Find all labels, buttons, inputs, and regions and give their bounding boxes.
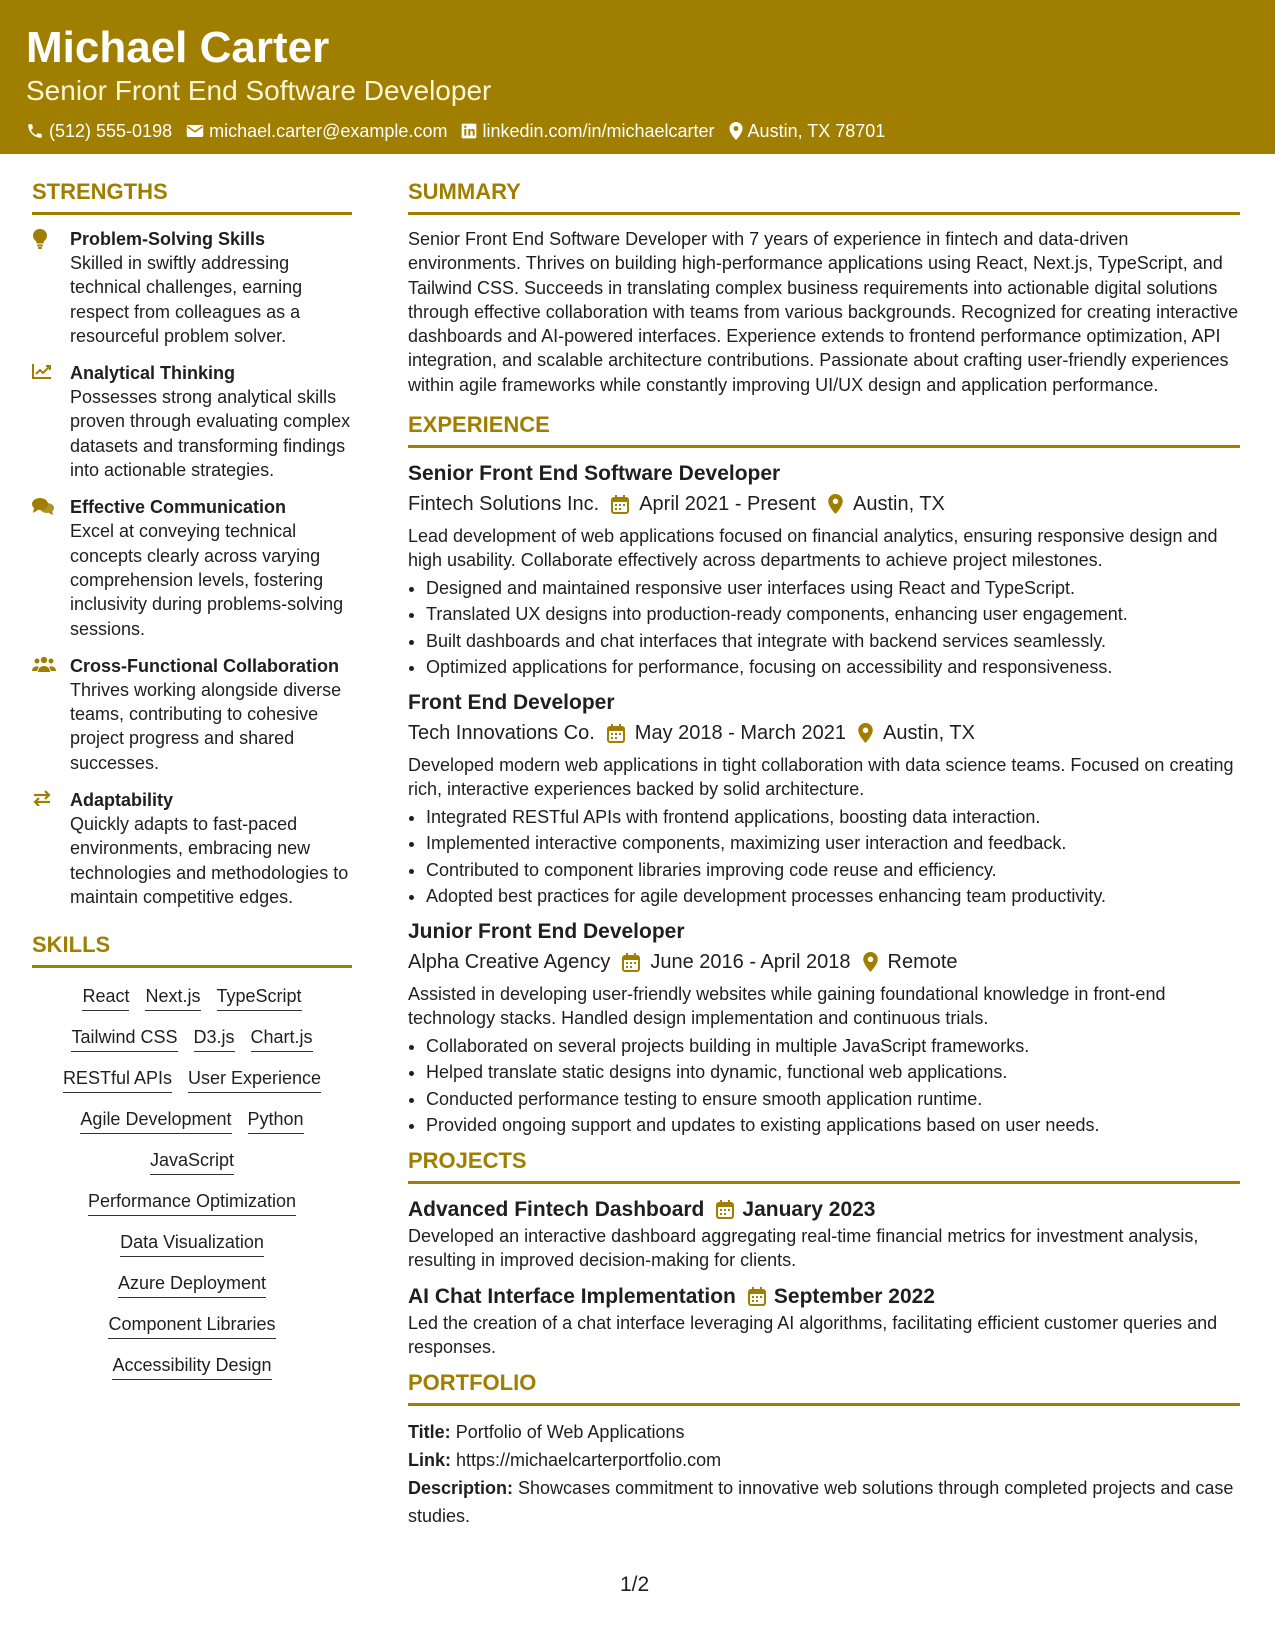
skill-tag: Next.js <box>145 984 200 1011</box>
job-title: Front End Developer <box>408 691 615 715</box>
job-title: Junior Front End Developer <box>408 920 685 944</box>
strength-desc: Possesses strong analytical skills proven through evaluating complex datasets and transforming findings into actionable strategies. <box>70 387 351 481</box>
strength-desc: Quickly adapts to fast-paced environments, embracing new technologies and methodologies to maintain competitive edges. <box>70 814 349 907</box>
strength-item <box>32 361 352 482</box>
job-bullets <box>408 575 1240 681</box>
job-description: Assisted in developing user-friendly websites while gaining foundational knowledge in front-end technology stacks. Handled design implementation and continuous trials. <box>408 984 1166 1029</box>
job-bullet: • Built dashboards and chat interfaces that integrate with backend services seamlessly. <box>426 628 1240 655</box>
skill-tag: Component Libraries <box>108 1312 275 1339</box>
project-title: Advanced Fintech Dashboard <box>408 1197 705 1221</box>
skills-list <box>32 980 352 1390</box>
envelope-icon <box>186 123 204 139</box>
portfolio-desc-line <box>408 1474 1240 1530</box>
arrows-exchange-icon <box>32 790 52 806</box>
job-entry <box>408 460 1240 681</box>
job-bullet: • Integrated RESTful APIs with frontend applications, boosting data interaction. <box>426 804 1240 831</box>
job-dates: June 2016 - April 2018 <box>650 951 851 974</box>
job-entry <box>408 918 1240 1139</box>
chat-bubbles-icon <box>32 497 54 515</box>
candidate-name: Michael Carter <box>26 23 330 72</box>
strength-title: Cross-Functional Collaboration <box>70 655 340 676</box>
skill-tag: D3.js <box>194 1025 235 1052</box>
skill-tag: Data Visualization <box>120 1230 264 1257</box>
portfolio-desc-value: Showcases commitment to innovative web solutions through completed projects and case studies. <box>408 1478 1234 1527</box>
summary-text: Senior Front End Software Developer with 7 years of experience in fintech and data-driven environments. Thrives on building high-performance applications using React, Next.js, TypeScript, and Tailwind CSS. Succeeds in translating complex business requirements into actionable digital solutions through effective collaboration with teams from various backgrounds. Recognized for creating interactive dashboards and AI-powered interfaces. Experience extends to frontend performance optimization, API integration, and scalable architecture contributions. Passionate about crafting user-friendly experiences within agile frameworks while constantly improving UI/UX design and application performance. <box>408 229 1239 395</box>
page-number: 1/2 <box>620 1573 650 1596</box>
portfolio-title-line <box>408 1418 1240 1446</box>
left-column <box>32 178 352 1390</box>
strength-desc: Skilled in swiftly addressing technical challenges, earning respect from colleagues as a resourceful problem solver. <box>70 253 303 346</box>
skill-tag: Chart.js <box>251 1025 313 1052</box>
skills-heading: SKILLS <box>32 931 352 968</box>
candidate-title: Senior Front End Software Developer <box>26 75 492 106</box>
strength-title: Analytical Thinking <box>70 363 236 384</box>
strength-item <box>32 495 352 640</box>
portfolio-link-line <box>408 1446 1240 1474</box>
calendar-icon <box>716 1200 734 1219</box>
strength-desc: Excel at conveying technical concepts clearly across varying comprehension levels, fostering inclusivity during problems-solving sessions. <box>70 521 344 639</box>
users-icon <box>32 656 56 672</box>
job-bullet: • Collaborated on several projects building in multiple JavaScript frameworks. <box>426 1033 1240 1060</box>
linkedin-text: linkedin.com/in/michaelcarter <box>482 121 715 141</box>
job-meta <box>408 719 1240 747</box>
project-title: AI Chat Interface Implementation <box>408 1284 736 1308</box>
strength-desc: Thrives working alongside diverse teams, contributing to cohesive project progress and shared successes. <box>70 679 342 773</box>
strength-item <box>32 788 352 909</box>
map-pin-icon <box>863 952 878 972</box>
strength-item <box>32 654 352 775</box>
skill-tag: Azure Deployment <box>118 1271 266 1298</box>
map-pin-icon <box>828 494 843 514</box>
strength-item <box>32 227 352 348</box>
summary-heading: SUMMARY <box>408 178 1240 215</box>
job-location: Remote <box>887 951 958 974</box>
job-bullet: • Implemented interactive components, maximizing user interaction and feedback. <box>426 830 1240 857</box>
job-bullet: • Contributed to component libraries improving code reuse and efficiency. <box>426 857 1240 884</box>
portfolio-title-label: Title: <box>408 1422 451 1443</box>
job-bullet: • Conducted performance testing to ensure smooth application runtime. <box>426 1086 1240 1113</box>
phone-text: (512) 555-0198 <box>49 121 173 141</box>
contact-phone[interactable] <box>26 120 172 142</box>
portfolio-link[interactable]: https://michaelcarterportfolio.com <box>456 1450 722 1471</box>
right-column <box>408 178 1240 1530</box>
linkedin-icon <box>461 123 477 139</box>
calendar-icon <box>622 953 640 972</box>
map-pin-icon <box>858 723 873 743</box>
job-meta <box>408 948 1240 976</box>
portfolio-heading: PORTFOLIO <box>408 1369 1240 1406</box>
skill-tag: TypeScript <box>217 984 302 1011</box>
project-date: September 2022 <box>773 1284 935 1308</box>
job-description: Developed modern web applications in tight collaboration with data science teams. Focused on creating rich, interactive experiences backed by solid architecture. <box>408 755 1234 800</box>
skill-tag: Accessibility Design <box>112 1353 271 1380</box>
job-title: Senior Front End Software Developer <box>408 462 781 486</box>
job-bullet: • Optimized applications for performance, focusing on accessibility and responsiveness. <box>426 654 1240 681</box>
job-company: Fintech Solutions Inc. <box>408 493 600 516</box>
project-description: Led the creation of a chat interface leveraging AI algorithms, facilitating efficient customer queries and responses. <box>408 1312 1218 1357</box>
job-meta <box>408 490 1240 518</box>
email-text: michael.carter@example.com <box>209 121 448 141</box>
job-dates: May 2018 - March 2021 <box>634 722 847 745</box>
job-bullet: • Provided ongoing support and updates to existing applications based on user needs. <box>426 1112 1240 1139</box>
calendar-icon <box>611 495 629 514</box>
skill-tag: Tailwind CSS <box>71 1025 177 1052</box>
contact-email[interactable] <box>186 120 447 142</box>
lightbulb-icon <box>32 229 48 249</box>
portfolio-link-label: Link: <box>408 1450 451 1471</box>
contact-row <box>26 120 1249 142</box>
project-date: January 2023 <box>742 1197 876 1221</box>
strength-title: Adaptability <box>70 790 174 811</box>
portfolio-desc-label: Description: <box>408 1478 514 1499</box>
skill-tag: Agile Development <box>80 1107 231 1134</box>
projects-heading: PROJECTS <box>408 1147 1240 1184</box>
phone-icon <box>26 122 44 140</box>
skill-tag: JavaScript <box>150 1148 234 1175</box>
strength-title: Problem-Solving Skills <box>70 229 266 249</box>
project-entry <box>408 1196 1240 1273</box>
job-bullet: • Adopted best practices for agile development processes enhancing team productivity. <box>426 883 1240 910</box>
calendar-icon <box>748 1287 766 1306</box>
job-bullet: • Helped translate static designs into dynamic, functional web applications. <box>426 1059 1240 1086</box>
skill-tag: Python <box>248 1107 304 1134</box>
skill-tag: React <box>82 984 129 1011</box>
skill-tag: Performance Optimization <box>88 1189 296 1216</box>
project-entry <box>408 1283 1240 1360</box>
experience-heading: EXPERIENCE <box>408 411 1240 448</box>
portfolio-title-value: Portfolio of Web Applications <box>455 1422 685 1443</box>
location-text: Austin, TX 78701 <box>747 121 886 141</box>
chart-line-icon <box>32 363 52 379</box>
job-location: Austin, TX <box>883 722 975 745</box>
strength-title: Effective Communication <box>70 497 287 518</box>
resume-header <box>0 0 1275 154</box>
job-bullet: • Translated UX designs into production-ready components, enhancing user engagement. <box>426 601 1240 628</box>
calendar-icon <box>607 724 625 743</box>
job-company: Alpha Creative Agency <box>408 951 611 974</box>
job-company: Tech Innovations Co. <box>408 722 595 745</box>
job-bullets <box>408 804 1240 910</box>
contact-linkedin[interactable] <box>461 120 714 142</box>
job-location: Austin, TX <box>852 493 945 516</box>
job-entry <box>408 689 1240 910</box>
job-description: Lead development of web applications focused on financial analytics, ensuring responsive design and high usability. Collaborate effectively across departments to achieve project milestones. <box>408 526 1218 571</box>
job-bullets <box>408 1033 1240 1139</box>
contact-location <box>729 120 886 142</box>
skill-tag: User Experience <box>188 1066 321 1093</box>
job-bullet: • Designed and maintained responsive user interfaces using React and TypeScript. <box>426 575 1240 602</box>
skill-tag: RESTful APIs <box>63 1066 172 1093</box>
strengths-heading: STRENGTHS <box>32 178 352 215</box>
job-dates: April 2021 - Present <box>639 493 816 516</box>
map-pin-icon <box>729 122 743 140</box>
project-description: Developed an interactive dashboard aggregating real-time financial metrics for investment analysis, resulting in improved decision-making for clients. <box>408 1225 1199 1271</box>
